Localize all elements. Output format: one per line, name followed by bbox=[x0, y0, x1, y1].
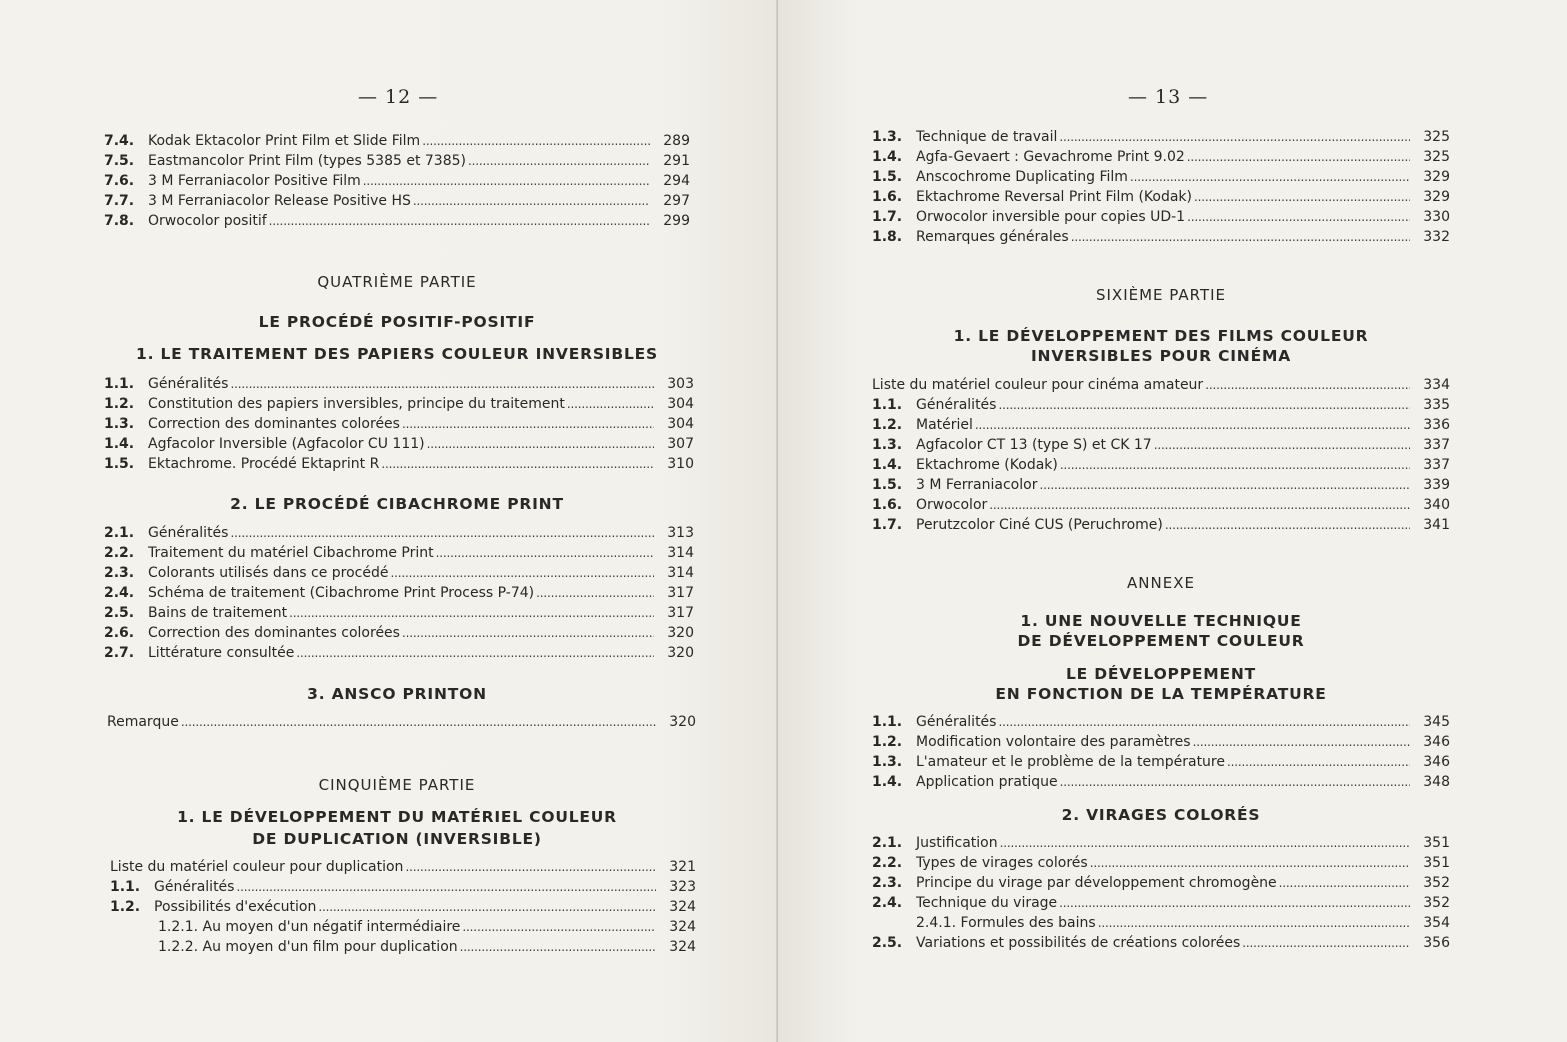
toc-entry-page: 289 bbox=[663, 133, 690, 149]
toc-entry-title: Orwocolor inversible pour copies UD-1 bbox=[916, 209, 1186, 225]
toc-entry-page: 351 bbox=[1423, 835, 1450, 851]
dot-leader bbox=[1227, 752, 1410, 772]
toc-entry-page: 291 bbox=[663, 153, 690, 169]
dot-leader bbox=[460, 937, 656, 957]
toc-entry-page: 310 bbox=[667, 456, 694, 472]
toc-entry-number: 1.3. bbox=[872, 437, 903, 453]
toc-entry bbox=[104, 563, 694, 583]
toc-entry-title: Modification volontaire des paramètres bbox=[916, 734, 1191, 750]
toc-entry-number: 1.1. bbox=[104, 376, 135, 392]
toc-entry-title: Correction des dominantes colorées bbox=[148, 416, 400, 432]
toc-entry-page: 325 bbox=[1423, 149, 1450, 165]
dot-leader bbox=[1187, 147, 1410, 167]
toc-entry-page: 324 bbox=[669, 939, 696, 955]
toc-entry bbox=[104, 171, 690, 191]
toc-entry-number: 2.4. bbox=[104, 585, 135, 601]
toc-entry-page: 320 bbox=[667, 625, 694, 641]
page-number: — 13 — bbox=[1128, 86, 1209, 108]
toc-entry bbox=[872, 127, 1450, 147]
dot-leader bbox=[1060, 455, 1410, 475]
toc-entry-title: Orwocolor bbox=[916, 497, 988, 513]
toc-entry-title: Traitement du matériel Cibachrome Print bbox=[148, 545, 434, 561]
toc-entry-number: 2.2. bbox=[104, 545, 135, 561]
chapter-title: 1. LE TRAITEMENT DES PAPIERS COULEUR INVERSIBLES bbox=[135, 345, 659, 363]
dot-leader bbox=[413, 191, 650, 211]
toc-entry-number: 1.8. bbox=[872, 229, 903, 245]
toc-entry-page: 340 bbox=[1423, 497, 1450, 513]
chapter-title: 2. LE PROCÉDÉ CIBACHROME PRINT bbox=[230, 495, 564, 513]
toc-entry-title: Schéma de traitement (Cibachrome Print Process P-74) bbox=[148, 585, 535, 601]
dot-leader bbox=[402, 414, 654, 434]
toc-entry bbox=[104, 374, 694, 394]
toc-entry bbox=[158, 937, 696, 957]
toc-entry-title: Technique de travail bbox=[916, 129, 1058, 145]
toc-entry bbox=[872, 187, 1450, 207]
toc-entry-number: 1.3. bbox=[872, 129, 903, 145]
toc-entry-page: 325 bbox=[1423, 129, 1450, 145]
toc-entry-number: 2.5. bbox=[104, 605, 135, 621]
toc-entry bbox=[872, 833, 1450, 853]
toc-entry-title: 3 M Ferraniacolor bbox=[916, 477, 1038, 493]
toc-entry bbox=[104, 131, 690, 151]
toc-entry-number: 7.4. bbox=[104, 133, 135, 149]
toc-entry-page: 321 bbox=[669, 859, 696, 875]
toc-entry-page: 354 bbox=[1423, 915, 1450, 931]
toc-entry-title: 2.4.1. Formules des bains bbox=[916, 915, 1096, 931]
page-number: — 12 — bbox=[358, 86, 439, 108]
toc-entry-page: 339 bbox=[1423, 477, 1450, 493]
toc-entry bbox=[872, 853, 1450, 873]
dot-leader bbox=[405, 857, 656, 877]
toc-entry-title: Types de virages colorés bbox=[916, 855, 1088, 871]
toc-entry-page: 352 bbox=[1423, 875, 1450, 891]
toc-entry-page: 320 bbox=[669, 714, 696, 730]
toc-entry-number: 1.5. bbox=[872, 477, 903, 493]
left-page bbox=[0, 0, 778, 1042]
toc-entry-title: Généralités bbox=[916, 397, 997, 413]
toc-entry-title: Remarques générales bbox=[916, 229, 1069, 245]
toc-entry-number: 2.7. bbox=[104, 645, 135, 661]
toc-entry bbox=[872, 495, 1450, 515]
toc-entry-number: 1.7. bbox=[872, 517, 903, 533]
toc-entry bbox=[104, 623, 694, 643]
dot-leader bbox=[1187, 207, 1410, 227]
part-label: CINQUIÈME PARTIE bbox=[318, 776, 476, 794]
toc-entry-title: Anscochrome Duplicating Film bbox=[916, 169, 1128, 185]
toc-entry-page: 356 bbox=[1423, 935, 1450, 951]
annex-title-line1: 1. UNE NOUVELLE TECHNIQUE bbox=[1020, 612, 1302, 630]
toc-entry-number: 2.2. bbox=[872, 855, 903, 871]
right-page bbox=[778, 0, 1567, 1042]
toc-entry-number: 1.2. bbox=[104, 396, 135, 412]
dot-leader bbox=[296, 643, 654, 663]
toc-entry-title: Matériel bbox=[916, 417, 973, 433]
toc-entry bbox=[872, 395, 1450, 415]
toc-entry bbox=[872, 732, 1450, 752]
toc-entry bbox=[104, 414, 694, 434]
part-title-line2: DE DUPLICATION (INVERSIBLE) bbox=[252, 830, 542, 848]
toc-entry bbox=[872, 752, 1450, 772]
dot-leader bbox=[1279, 873, 1410, 893]
toc-entry-title: Perutzcolor Ciné CUS (Peruchrome) bbox=[916, 517, 1163, 533]
toc-entry-page: 314 bbox=[667, 565, 694, 581]
toc-entry-number: 2.6. bbox=[104, 625, 135, 641]
toc-entry-title: 1.2.1. Au moyen d'un négatif intermédiaire bbox=[158, 919, 461, 935]
toc-entry-title: L'amateur et le problème de la température bbox=[916, 754, 1225, 770]
toc-entry-title: Littérature consultée bbox=[148, 645, 295, 661]
dot-leader bbox=[1194, 187, 1410, 207]
toc-entry-number: 1.4. bbox=[872, 774, 903, 790]
toc-entry-page: 324 bbox=[669, 919, 696, 935]
toc-entry bbox=[872, 455, 1450, 475]
toc-entry-page: 317 bbox=[667, 605, 694, 621]
toc-entry-page: 335 bbox=[1423, 397, 1450, 413]
annex-title-line2: DE DÉVELOPPEMENT COULEUR bbox=[1017, 632, 1305, 650]
toc-entry bbox=[872, 515, 1450, 535]
toc-entry bbox=[104, 211, 690, 231]
toc-entry-number: 7.6. bbox=[104, 173, 135, 189]
toc-entry-number: 1.6. bbox=[872, 497, 903, 513]
toc-entry-number: 1.6. bbox=[872, 189, 903, 205]
dot-leader bbox=[1071, 227, 1410, 247]
toc-entry-number: 1.2. bbox=[110, 899, 141, 915]
toc-entry bbox=[104, 603, 694, 623]
toc-entry-page: 317 bbox=[667, 585, 694, 601]
part-title-line1: 1. LE DÉVELOPPEMENT DES FILMS COULEUR bbox=[953, 327, 1369, 345]
toc-entry-title: Application pratique bbox=[916, 774, 1058, 790]
toc-entry-number: 1.5. bbox=[104, 456, 135, 472]
dot-leader bbox=[998, 395, 1410, 415]
toc-entry bbox=[916, 913, 1450, 933]
toc-entry-title: Orwocolor positif bbox=[148, 213, 267, 229]
toc-entry-number: 1.3. bbox=[104, 416, 135, 432]
toc-entry-number: 7.8. bbox=[104, 213, 135, 229]
toc-entry-title: Kodak Ektacolor Print Film et Slide Film bbox=[148, 133, 421, 149]
toc-entry bbox=[107, 712, 696, 732]
toc-entry bbox=[104, 434, 694, 454]
toc-entry-number: 7.7. bbox=[104, 193, 135, 209]
toc-entry-title: Eastmancolor Print Film (types 5385 et 7385) bbox=[148, 153, 466, 169]
toc-entry-title: Généralités bbox=[916, 714, 997, 730]
toc-entry-number: 2.4. bbox=[872, 895, 903, 911]
part-label: SIXIÈME PARTIE bbox=[1095, 286, 1227, 304]
dot-leader bbox=[390, 563, 654, 583]
dot-leader bbox=[427, 434, 654, 454]
toc-entry bbox=[872, 375, 1450, 395]
toc-entry-title: Généralités bbox=[148, 525, 229, 541]
toc-entry-title: Justification bbox=[916, 835, 998, 851]
toc-entry bbox=[104, 543, 694, 563]
toc-entry-number: 1.4. bbox=[104, 436, 135, 452]
toc-entry-page: 346 bbox=[1423, 734, 1450, 750]
toc-entry bbox=[872, 772, 1450, 792]
dot-leader bbox=[462, 917, 656, 937]
dot-leader bbox=[1060, 772, 1410, 792]
toc-entry-page: 341 bbox=[1423, 517, 1450, 533]
toc-entry-page: 337 bbox=[1423, 457, 1450, 473]
toc-entry-title: Correction des dominantes colorées bbox=[148, 625, 400, 641]
toc-entry-title: Ektachrome Reversal Print Film (Kodak) bbox=[916, 189, 1192, 205]
toc-entry-page: 329 bbox=[1423, 169, 1450, 185]
toc-entry-page: 332 bbox=[1423, 229, 1450, 245]
dot-leader bbox=[381, 454, 654, 474]
part-label: QUATRIÈME PARTIE bbox=[317, 273, 477, 291]
toc-entry-page: 314 bbox=[667, 545, 694, 561]
toc-entry-title: Bains de traitement bbox=[148, 605, 288, 621]
toc-entry-page: 352 bbox=[1423, 895, 1450, 911]
toc-entry-number: 1.1. bbox=[872, 714, 903, 730]
dot-leader bbox=[1098, 913, 1410, 933]
dot-leader bbox=[402, 623, 654, 643]
toc-entry bbox=[872, 227, 1450, 247]
dot-leader bbox=[1090, 853, 1410, 873]
dot-leader bbox=[1193, 732, 1410, 752]
toc-entry bbox=[872, 712, 1450, 732]
dot-leader bbox=[1154, 435, 1410, 455]
toc-entry-number: 2.5. bbox=[872, 935, 903, 951]
toc-entry-number: 1.1. bbox=[110, 879, 141, 895]
toc-entry-page: 297 bbox=[663, 193, 690, 209]
toc-entry-title: Agfa-Gevaert : Gevachrome Print 9.02 bbox=[916, 149, 1185, 165]
toc-entry-number: 2.1. bbox=[872, 835, 903, 851]
dot-leader bbox=[975, 415, 1410, 435]
dot-leader bbox=[1039, 475, 1410, 495]
chapter-title: 2. VIRAGES COLORÉS bbox=[1061, 806, 1261, 824]
dot-leader bbox=[468, 151, 650, 171]
toc-entry bbox=[104, 523, 694, 543]
toc-entry-page: 320 bbox=[667, 645, 694, 661]
toc-entry-number: 1.5. bbox=[872, 169, 903, 185]
dot-leader bbox=[289, 603, 654, 623]
toc-entry-page: 304 bbox=[667, 396, 694, 412]
toc-entry bbox=[104, 454, 694, 474]
dot-leader bbox=[181, 712, 656, 732]
toc-entry-page: 334 bbox=[1423, 377, 1450, 393]
toc-entry bbox=[872, 415, 1450, 435]
toc-entry-title: Généralités bbox=[148, 376, 229, 392]
toc-entry bbox=[158, 917, 696, 937]
toc-entry-number: 2.3. bbox=[872, 875, 903, 891]
dot-leader bbox=[1165, 515, 1410, 535]
part-title-line1: 1. LE DÉVELOPPEMENT DU MATÉRIEL COULEUR bbox=[177, 808, 617, 826]
toc-entry-page: 346 bbox=[1423, 754, 1450, 770]
toc-entry-page: 336 bbox=[1423, 417, 1450, 433]
toc-entry bbox=[104, 583, 694, 603]
toc-entry-title: Ektachrome. Procédé Ektaprint R bbox=[148, 456, 380, 472]
dot-leader bbox=[1059, 127, 1410, 147]
toc-entry-page: 313 bbox=[667, 525, 694, 541]
annex-subtitle-line2: EN FONCTION DE LA TEMPÉRATURE bbox=[995, 685, 1327, 703]
dot-leader bbox=[230, 374, 654, 394]
toc-entry-page: 348 bbox=[1423, 774, 1450, 790]
toc-entry-page: 303 bbox=[667, 376, 694, 392]
dot-leader bbox=[230, 523, 654, 543]
toc-entry-title: Ektachrome (Kodak) bbox=[916, 457, 1058, 473]
dot-leader bbox=[567, 394, 654, 414]
toc-entry bbox=[872, 207, 1450, 227]
toc-entry bbox=[872, 893, 1450, 913]
toc-entry bbox=[104, 394, 694, 414]
toc-entry-title: Agfacolor CT 13 (type S) et CK 17 bbox=[916, 437, 1152, 453]
toc-entry bbox=[872, 933, 1450, 953]
dot-leader bbox=[1205, 375, 1410, 395]
toc-entry-number: 1.3. bbox=[872, 754, 903, 770]
toc-entry-title: Liste du matériel couleur pour duplication bbox=[110, 859, 404, 875]
toc-entry-title: Généralités bbox=[154, 879, 235, 895]
part-title-line2: INVERSIBLES POUR CINÉMA bbox=[1030, 347, 1291, 365]
toc-entry-title: 3 M Ferraniacolor Positive Film bbox=[148, 173, 361, 189]
toc-entry bbox=[110, 877, 696, 897]
dot-leader bbox=[1059, 893, 1410, 913]
toc-entry-page: 351 bbox=[1423, 855, 1450, 871]
toc-entry-title: Principe du virage par développement chromogène bbox=[916, 875, 1277, 891]
part-label: ANNEXE bbox=[1127, 574, 1195, 592]
toc-entry-number: 1.1. bbox=[872, 397, 903, 413]
toc-entry-page: 329 bbox=[1423, 189, 1450, 205]
toc-entry-page: 299 bbox=[663, 213, 690, 229]
dot-leader bbox=[1130, 167, 1410, 187]
toc-entry-page: 294 bbox=[663, 173, 690, 189]
toc-entry-title: Technique du virage bbox=[916, 895, 1058, 911]
dot-leader bbox=[1242, 933, 1410, 953]
toc-entry bbox=[110, 857, 696, 877]
part-title: LE PROCÉDÉ POSITIF-POSITIF bbox=[258, 313, 536, 331]
dot-leader bbox=[536, 583, 654, 603]
toc-entry bbox=[104, 151, 690, 171]
toc-entry bbox=[872, 873, 1450, 893]
dot-leader bbox=[1000, 833, 1410, 853]
toc-entry-page: 345 bbox=[1423, 714, 1450, 730]
toc-entry-title: Constitution des papiers inversibles, principe du traitement bbox=[148, 396, 565, 412]
toc-entry-number: 1.4. bbox=[872, 457, 903, 473]
chapter-title: 3. ANSCO PRINTON bbox=[307, 685, 487, 703]
toc-entry-page: 324 bbox=[669, 899, 696, 915]
toc-entry-page: 307 bbox=[667, 436, 694, 452]
toc-entry-number: 1.4. bbox=[872, 149, 903, 165]
dot-leader bbox=[989, 495, 1410, 515]
toc-entry bbox=[872, 167, 1450, 187]
toc-entry-page: 304 bbox=[667, 416, 694, 432]
dot-leader bbox=[422, 131, 650, 151]
toc-entry-page: 337 bbox=[1423, 437, 1450, 453]
toc-entry-number: 1.2. bbox=[872, 417, 903, 433]
toc-entry-number: 1.7. bbox=[872, 209, 903, 225]
toc-entry-page: 323 bbox=[669, 879, 696, 895]
toc-entry-title: 3 M Ferraniacolor Release Positive HS bbox=[148, 193, 411, 209]
toc-entry-title: Possibilités d'exécution bbox=[154, 899, 317, 915]
toc-entry-number: 2.3. bbox=[104, 565, 135, 581]
toc-entry-number: 1.2. bbox=[872, 734, 903, 750]
toc-entry-title: Remarque bbox=[107, 714, 179, 730]
dot-leader bbox=[363, 171, 650, 191]
dot-leader bbox=[436, 543, 654, 563]
toc-entry bbox=[110, 897, 696, 917]
toc-entry-title: Colorants utilisés dans ce procédé bbox=[148, 565, 389, 581]
dot-leader bbox=[318, 897, 656, 917]
toc-entry-number: 7.5. bbox=[104, 153, 135, 169]
toc-entry bbox=[104, 643, 694, 663]
toc-entry bbox=[872, 475, 1450, 495]
dot-leader bbox=[236, 877, 656, 897]
dot-leader bbox=[998, 712, 1410, 732]
annex-subtitle-line1: LE DÉVELOPPEMENT bbox=[1065, 665, 1257, 683]
toc-entry bbox=[104, 191, 690, 211]
toc-entry-number: 2.1. bbox=[104, 525, 135, 541]
toc-entry-title: Agfacolor Inversible (Agfacolor CU 111) bbox=[148, 436, 425, 452]
toc-entry-title: 1.2.2. Au moyen d'un film pour duplication bbox=[158, 939, 458, 955]
toc-entry-page: 330 bbox=[1423, 209, 1450, 225]
toc-entry-title: Liste du matériel couleur pour cinéma amateur bbox=[872, 377, 1204, 393]
toc-entry bbox=[872, 435, 1450, 455]
dot-leader bbox=[269, 211, 650, 231]
toc-entry-title: Variations et possibilités de créations colorées bbox=[916, 935, 1241, 951]
toc-entry bbox=[872, 147, 1450, 167]
